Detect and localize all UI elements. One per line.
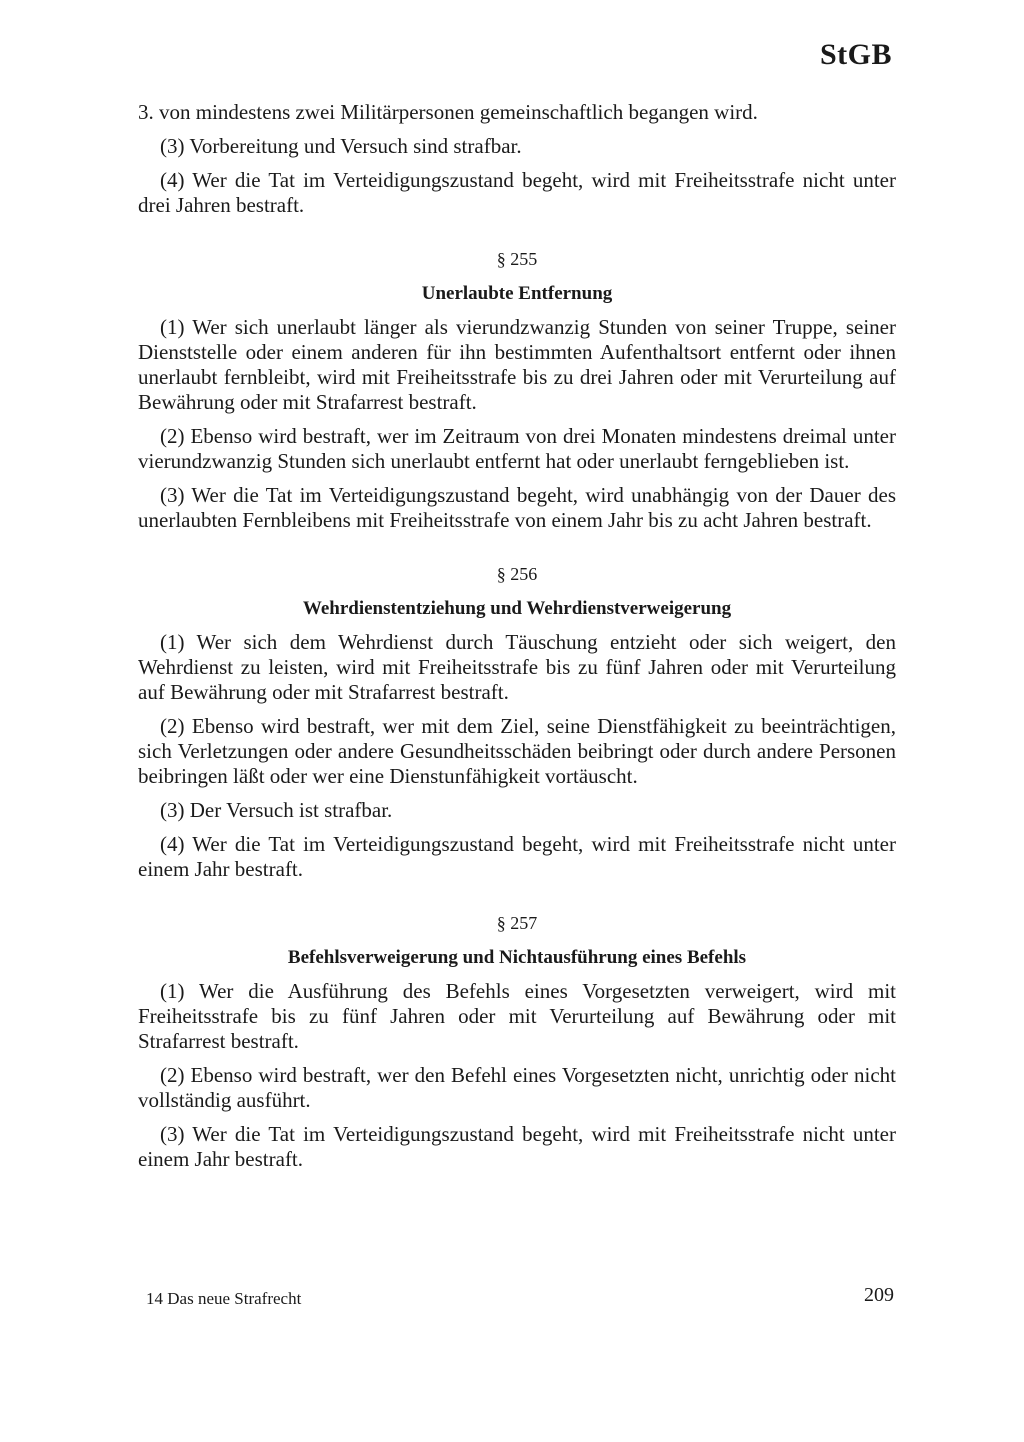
paragraph: (1) Wer sich dem Wehrdienst durch Täuschung entzieht oder sich weigert, den Wehrdienst zu leisten, wird mit Freiheitsstrafe bis zu fünf Jahren oder mit Verurteilung auf Bewährung oder mit Strafarrest bestraft. bbox=[138, 630, 896, 704]
paragraph: (1) Wer die Ausführung des Befehls eines Vorgesetzten verweigert, wird mit Freiheitsstrafe bis zu fünf Jahren oder mit Verurteilung auf Bewährung oder mit Strafarrest bestraft. bbox=[138, 979, 896, 1053]
paragraph: (4) Wer die Tat im Verteidigungszustand begeht, wird mit Freiheitsstrafe nicht unter drei Jahren bestraft. bbox=[138, 168, 896, 217]
section-number: § 257 bbox=[496, 913, 538, 933]
paragraph: (2) Ebenso wird bestraft, wer den Befehl eines Vorgesetzten nicht, unrichtig oder nicht vollständig ausführt. bbox=[138, 1063, 896, 1112]
section-257 bbox=[138, 912, 896, 1172]
paragraph: (3) Wer die Tat im Verteidigungszustand begeht, wird mit Freiheitsstrafe nicht unter einem Jahr bestraft. bbox=[138, 1122, 896, 1171]
section-255 bbox=[138, 248, 896, 533]
section-number: § 256 bbox=[496, 564, 538, 584]
paragraph: (3) Vorbereitung und Versuch sind strafbar. bbox=[160, 134, 522, 158]
footer-signature: 14 Das neue Strafrecht bbox=[146, 1289, 302, 1308]
body-text bbox=[138, 100, 896, 1181]
page-number: 209 bbox=[864, 1284, 894, 1306]
paragraph: (3) Der Versuch ist strafbar. bbox=[160, 798, 393, 822]
paragraph: (2) Ebenso wird bestraft, wer mit dem Ziel, seine Dienstfähigkeit zu beeinträchtigen, sich Verletzungen oder andere Gesundheitsschäden beibringt oder durch andere Personen beibringen läßt oder wer eine Dienstunfähigkeit vortäuscht. bbox=[138, 714, 896, 788]
section-number: § 255 bbox=[496, 249, 538, 269]
running-head: StGB bbox=[819, 38, 892, 71]
paragraph: (1) Wer sich unerlaubt länger als vierundzwanzig Stunden von seiner Truppe, seiner Dienststelle oder einem anderen für ihn bestimmten Aufenthaltsort entfernt oder ihnen unerlaubt fernbleibt, wird mit Freiheitsstrafe bis zu drei Jahren oder mit Verurteilung auf Bewährung oder mit Strafarrest bestraft. bbox=[138, 315, 896, 414]
section-title: Befehlsverweigerung und Nichtausführung eines Befehls bbox=[287, 947, 747, 968]
section-title: Wehrdienstentziehung und Wehrdienstverweigerung bbox=[302, 598, 732, 619]
section-256 bbox=[138, 563, 896, 882]
paragraph: (3) Wer die Tat im Verteidigungszustand begeht, wird unabhängig von der Dauer des unerlaubten Fernbleibens mit Freiheitsstrafe von einem Jahr bis zu acht Jahren bestraft. bbox=[138, 483, 896, 532]
paragraph: (4) Wer die Tat im Verteidigungszustand begeht, wird mit Freiheitsstrafe nicht unter einem Jahr bestraft. bbox=[138, 832, 896, 881]
section-title: Unerlaubte Entfernung bbox=[421, 283, 613, 304]
list-item-3: 3. von mindestens zwei Militärpersonen gemeinschaftlich begangen wird. bbox=[138, 100, 758, 124]
paragraph: (2) Ebenso wird bestraft, wer im Zeitraum von drei Monaten mindestens dreimal unter vierundzwanzig Stunden sich unerlaubt entfernt hat oder unerlaubt ferngeblieben ist. bbox=[138, 424, 896, 473]
